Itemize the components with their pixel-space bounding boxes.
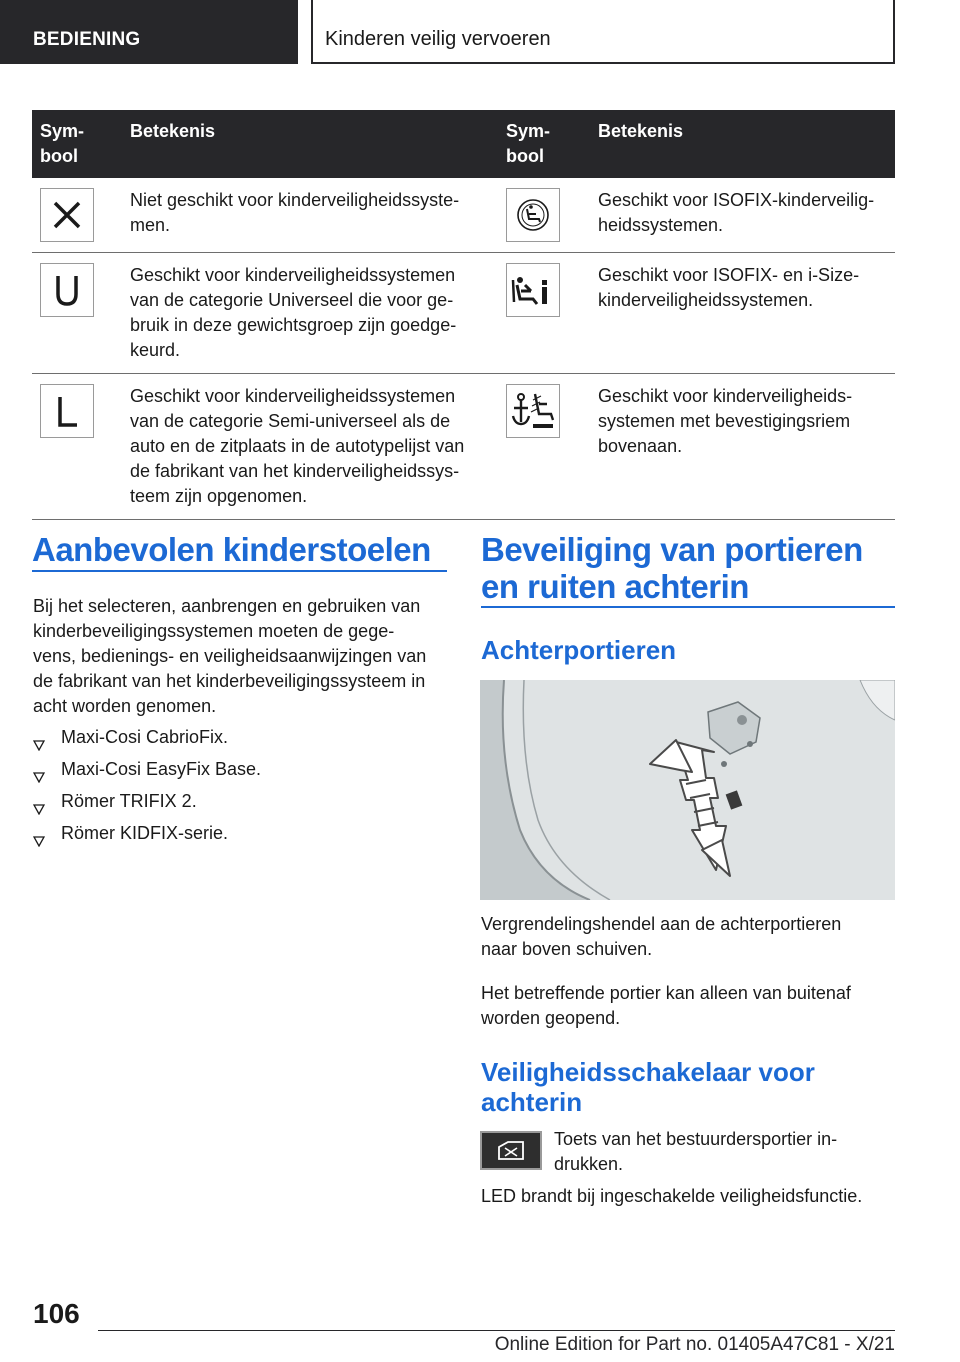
list-item — [33, 789, 453, 821]
meaning-cell: Geschikt voor kinderveiligheids- systemen met bevestigingsriem bovenaan. — [590, 374, 895, 520]
subheading-rear-safety-switch: Veiligheidsschakelaar voor achterin — [481, 1057, 815, 1117]
header-section-tab: BEDIENING — [0, 0, 298, 64]
symbol-cell — [32, 374, 122, 520]
window-lock-switch-icon — [480, 1131, 542, 1170]
x-cross-icon — [40, 188, 94, 242]
top-tether-anchor-icon — [506, 384, 560, 438]
meaning-cell: Geschikt voor ISOFIX- en i-Size- kinderveiligheidssystemen. — [590, 253, 895, 374]
table-header-cell: Sym- bool — [32, 110, 122, 178]
meaning-cell: Geschikt voor ISOFIX-kinderveilig- heidssystemen. — [590, 178, 895, 253]
intro-paragraph: Bij het selecteren, aanbrengen en gebruiken van kinderbeveiligingssystemen moeten de gege- vens, bedienings- en veiligheidsaanwijzingen van de fabrikant van het kinderbeveiligingssysteem in acht worden genomen. — [33, 596, 427, 716]
subheading-rear-doors: Achterportieren — [481, 635, 677, 665]
rear-door-lock-lever-illustration — [480, 680, 895, 900]
heading-rule — [481, 606, 895, 608]
letter-l-icon — [40, 384, 94, 438]
symbol-cell — [32, 253, 122, 374]
list-item-text: Maxi-Cosi CabrioFix. — [61, 727, 229, 747]
list-item-text: Römer KIDFIX-serie. — [61, 823, 229, 843]
header-chapter-title: Kinderen veilig vervoeren — [311, 0, 895, 64]
table-header-row — [32, 110, 895, 178]
door-opening-note: Het betreffende portier kan alleen van buitenaf worden geopend. — [481, 983, 851, 1028]
switch-instruction: Toets van het bestuurdersportier in- drukken. — [554, 1129, 838, 1174]
list-item — [33, 757, 453, 789]
table-row — [32, 178, 895, 253]
table-row — [32, 253, 895, 374]
symbol-cell — [498, 253, 590, 374]
list-item-text: Römer TRIFIX 2. — [61, 791, 197, 811]
list-item — [33, 821, 453, 853]
table-header-cell: Sym- bool — [498, 110, 590, 178]
triangle-bullet-icon — [33, 797, 45, 822]
page-number: 106 — [33, 1298, 80, 1329]
symbol-table — [32, 110, 895, 520]
isofix-i-size-icon — [506, 263, 560, 317]
list-item-text: Maxi-Cosi EasyFix Base. — [61, 759, 262, 779]
triangle-bullet-icon — [33, 765, 45, 790]
symbol-cell — [498, 374, 590, 520]
symbol-cell — [498, 178, 590, 253]
table-header-cell: Betekenis — [590, 110, 895, 178]
led-note: LED brandt bij ingeschakelde veiligheidsfunctie. — [481, 1186, 863, 1206]
triangle-bullet-icon — [33, 829, 45, 854]
section-heading-door-window-safety: Beveiliging van portieren en ruiten achterin — [481, 531, 863, 605]
triangle-bullet-icon — [33, 733, 45, 758]
isofix-seat-icon — [506, 188, 560, 242]
table-row — [32, 374, 895, 520]
footer-rule — [98, 1330, 895, 1331]
door-lever-instruction: Vergrendelingshendel aan de achterportieren naar boven schuiven. — [481, 914, 842, 959]
letter-u-icon — [40, 263, 94, 317]
recommended-seat-list — [33, 725, 453, 853]
list-item — [33, 725, 453, 757]
meaning-cell: Niet geschikt voor kinderveiligheidssyste- men. — [122, 178, 498, 253]
symbol-cell — [32, 178, 122, 253]
footer-edition: Online Edition for Part no. 01405A47C81 - X/21 — [494, 1334, 895, 1355]
meaning-cell: Geschikt voor kinderveiligheidssystemen van de categorie Universeel die voor ge- bruik in deze gewichtsgroep zijn goedge- keurd. — [122, 253, 498, 374]
meaning-cell: Geschikt voor kinderveiligheidssystemen van de categorie Semi-universeel als de auto en de zitplaats in de autotypelijst van de fabrikant van het kinderveiligheidssys- teem zijn opgenomen. — [122, 374, 498, 520]
table-header-cell: Betekenis — [122, 110, 498, 178]
section-heading-recommended-seats: Aanbevolen kinderstoelen — [32, 531, 431, 568]
heading-rule — [32, 570, 447, 572]
